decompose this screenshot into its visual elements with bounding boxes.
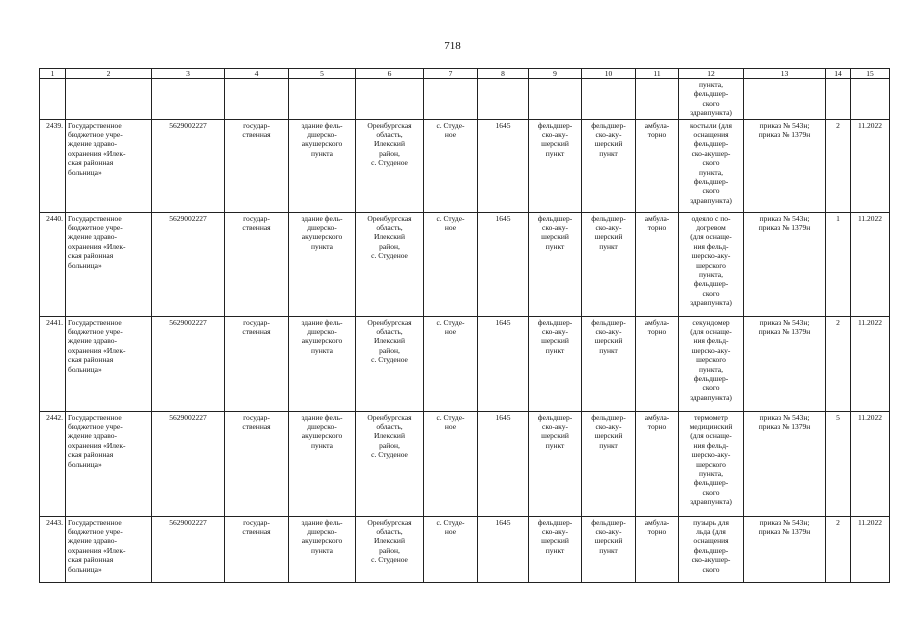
- care-form-cell: амбула- торно: [636, 212, 679, 316]
- care-form-cell: амбула- торно: [636, 516, 679, 582]
- order-cell: приказ № 543н; приказ № 1379н: [744, 119, 826, 212]
- equipment-cell: пузырь для льда (для оснащения фельдшер- ско-акушер- ского: [679, 516, 744, 582]
- order-cell: приказ № 543н; приказ № 1379н: [744, 411, 826, 516]
- column-number: 13: [744, 69, 826, 79]
- ownership-cell: государ- ственная: [225, 411, 289, 516]
- quantity-cell: 2: [826, 516, 851, 582]
- building-cell: здание фель- дшерско- акушерского пункта: [289, 411, 356, 516]
- building-cell: здание фель- дшерско- акушерского пункта: [289, 316, 356, 411]
- code-cell: 1645: [478, 411, 529, 516]
- row-number: 2440.: [40, 212, 66, 316]
- column-number: 2: [66, 69, 152, 79]
- continuation-equipment-cell: пункта, фельдшер- ского здравпункта): [679, 79, 744, 120]
- column-number: 10: [582, 69, 636, 79]
- quantity-cell: 2: [826, 316, 851, 411]
- settlement-cell: с. Студе- ное: [424, 411, 478, 516]
- ownership-cell: государ- ственная: [225, 119, 289, 212]
- order-cell: приказ № 543н; приказ № 1379н: [744, 212, 826, 316]
- column-number-row: [40, 69, 890, 79]
- organization-cell: Государственное бюджетное учре- ждение здраво- охранения «Илек- ская районная больница»: [66, 411, 152, 516]
- code-cell: 1645: [478, 516, 529, 582]
- row-number: 2439.: [40, 119, 66, 212]
- address-cell: Оренбургская область, Илекский район, с. Студеное: [356, 411, 424, 516]
- subunit-cell: фельдшер- ско-аку- шерский пункт: [582, 212, 636, 316]
- ownership-cell: государ- ственная: [225, 212, 289, 316]
- row-number: 2441.: [40, 316, 66, 411]
- care-form-cell: амбула- торно: [636, 316, 679, 411]
- address-cell: Оренбургская область, Илекский район, с. Студеное: [356, 516, 424, 582]
- column-number: 9: [529, 69, 582, 79]
- table-row: [40, 316, 890, 411]
- inn-cell: 5629002227: [152, 212, 225, 316]
- building-cell: здание фель- дшерско- акушерского пункта: [289, 212, 356, 316]
- code-cell: 1645: [478, 119, 529, 212]
- address-cell: Оренбургская область, Илекский район, с. Студеное: [356, 119, 424, 212]
- page-number: 718: [444, 40, 461, 52]
- continuation-row: [40, 79, 890, 120]
- quantity-cell: 5: [826, 411, 851, 516]
- column-number: 4: [225, 69, 289, 79]
- organization-cell: Государственное бюджетное учре- ждение здраво- охранения «Илек- ская районная больница»: [66, 212, 152, 316]
- settlement-cell: с. Студе- ное: [424, 316, 478, 411]
- inn-cell: 5629002227: [152, 516, 225, 582]
- date-cell: 11.2022: [851, 212, 890, 316]
- table-row: [40, 411, 890, 516]
- equipment-cell: секундомер (для оснаще- ния фельд- шерско-аку- шерского пункта, фельдшер- ского здравпункта): [679, 316, 744, 411]
- unit-cell: фельдшер- ско-аку- шерский пункт: [529, 316, 582, 411]
- settlement-cell: с. Студе- ное: [424, 212, 478, 316]
- address-cell: Оренбургская область, Илекский район, с. Студеное: [356, 212, 424, 316]
- column-number: 1: [40, 69, 66, 79]
- code-cell: 1645: [478, 316, 529, 411]
- row-number: 2442.: [40, 411, 66, 516]
- table-row: [40, 212, 890, 316]
- subunit-cell: фельдшер- ско-аку- шерский пункт: [582, 411, 636, 516]
- unit-cell: фельдшер- ско-аку- шерский пункт: [529, 516, 582, 582]
- table-row: [40, 119, 890, 212]
- column-number: 8: [478, 69, 529, 79]
- quantity-cell: 1: [826, 212, 851, 316]
- inn-cell: 5629002227: [152, 411, 225, 516]
- row-number: 2443.: [40, 516, 66, 582]
- building-cell: здание фель- дшерско- акушерского пункта: [289, 119, 356, 212]
- ownership-cell: государ- ственная: [225, 516, 289, 582]
- unit-cell: фельдшер- ско-аку- шерский пункт: [529, 411, 582, 516]
- equipment-cell: костыли (для оснащения фельдшер- ско-акушер- ского пункта, фельдшер- ского здравпункта): [679, 119, 744, 212]
- ownership-cell: государ- ственная: [225, 316, 289, 411]
- settlement-cell: с. Студе- ное: [424, 516, 478, 582]
- subunit-cell: фельдшер- ско-аку- шерский пункт: [582, 316, 636, 411]
- equipment-cell: одеяло с по- догревом (для оснаще- ния фельд- шерско-аку- шерского пункта, фельдшер- ского здравпункта): [679, 212, 744, 316]
- equipment-cell: термометр медицинский (для оснаще- ния фельд- шерско-аку- шерского пункта, фельдшер- ского здравпункта): [679, 411, 744, 516]
- care-form-cell: амбула- торно: [636, 119, 679, 212]
- unit-cell: фельдшер- ско-аку- шерский пункт: [529, 119, 582, 212]
- organization-cell: Государственное бюджетное учре- ждение здраво- охранения «Илек- ская районная больница»: [66, 316, 152, 411]
- date-cell: 11.2022: [851, 516, 890, 582]
- order-cell: приказ № 543н; приказ № 1379н: [744, 316, 826, 411]
- column-number: 3: [152, 69, 225, 79]
- subunit-cell: фельдшер- ско-аку- шерский пункт: [582, 119, 636, 212]
- table-row: [40, 516, 890, 582]
- registry-table: [39, 68, 890, 583]
- column-number: 15: [851, 69, 890, 79]
- code-cell: 1645: [478, 212, 529, 316]
- address-cell: Оренбургская область, Илекский район, с. Студеное: [356, 316, 424, 411]
- date-cell: 11.2022: [851, 411, 890, 516]
- building-cell: здание фель- дшерско- акушерского пункта: [289, 516, 356, 582]
- quantity-cell: 2: [826, 119, 851, 212]
- column-number: 11: [636, 69, 679, 79]
- inn-cell: 5629002227: [152, 316, 225, 411]
- date-cell: 11.2022: [851, 119, 890, 212]
- inn-cell: 5629002227: [152, 119, 225, 212]
- organization-cell: Государственное бюджетное учре- ждение здраво- охранения «Илек- ская районная больница»: [66, 516, 152, 582]
- date-cell: 11.2022: [851, 316, 890, 411]
- column-number: 6: [356, 69, 424, 79]
- unit-cell: фельдшер- ско-аку- шерский пункт: [529, 212, 582, 316]
- column-number: 7: [424, 69, 478, 79]
- order-cell: приказ № 543н; приказ № 1379н: [744, 516, 826, 582]
- column-number: 14: [826, 69, 851, 79]
- column-number: 12: [679, 69, 744, 79]
- column-number: 5: [289, 69, 356, 79]
- settlement-cell: с. Студе- ное: [424, 119, 478, 212]
- care-form-cell: амбула- торно: [636, 411, 679, 516]
- subunit-cell: фельдшер- ско-аку- шерский пункт: [582, 516, 636, 582]
- organization-cell: Государственное бюджетное учре- ждение здраво- охранения «Илек- ская районная больница»: [66, 119, 152, 212]
